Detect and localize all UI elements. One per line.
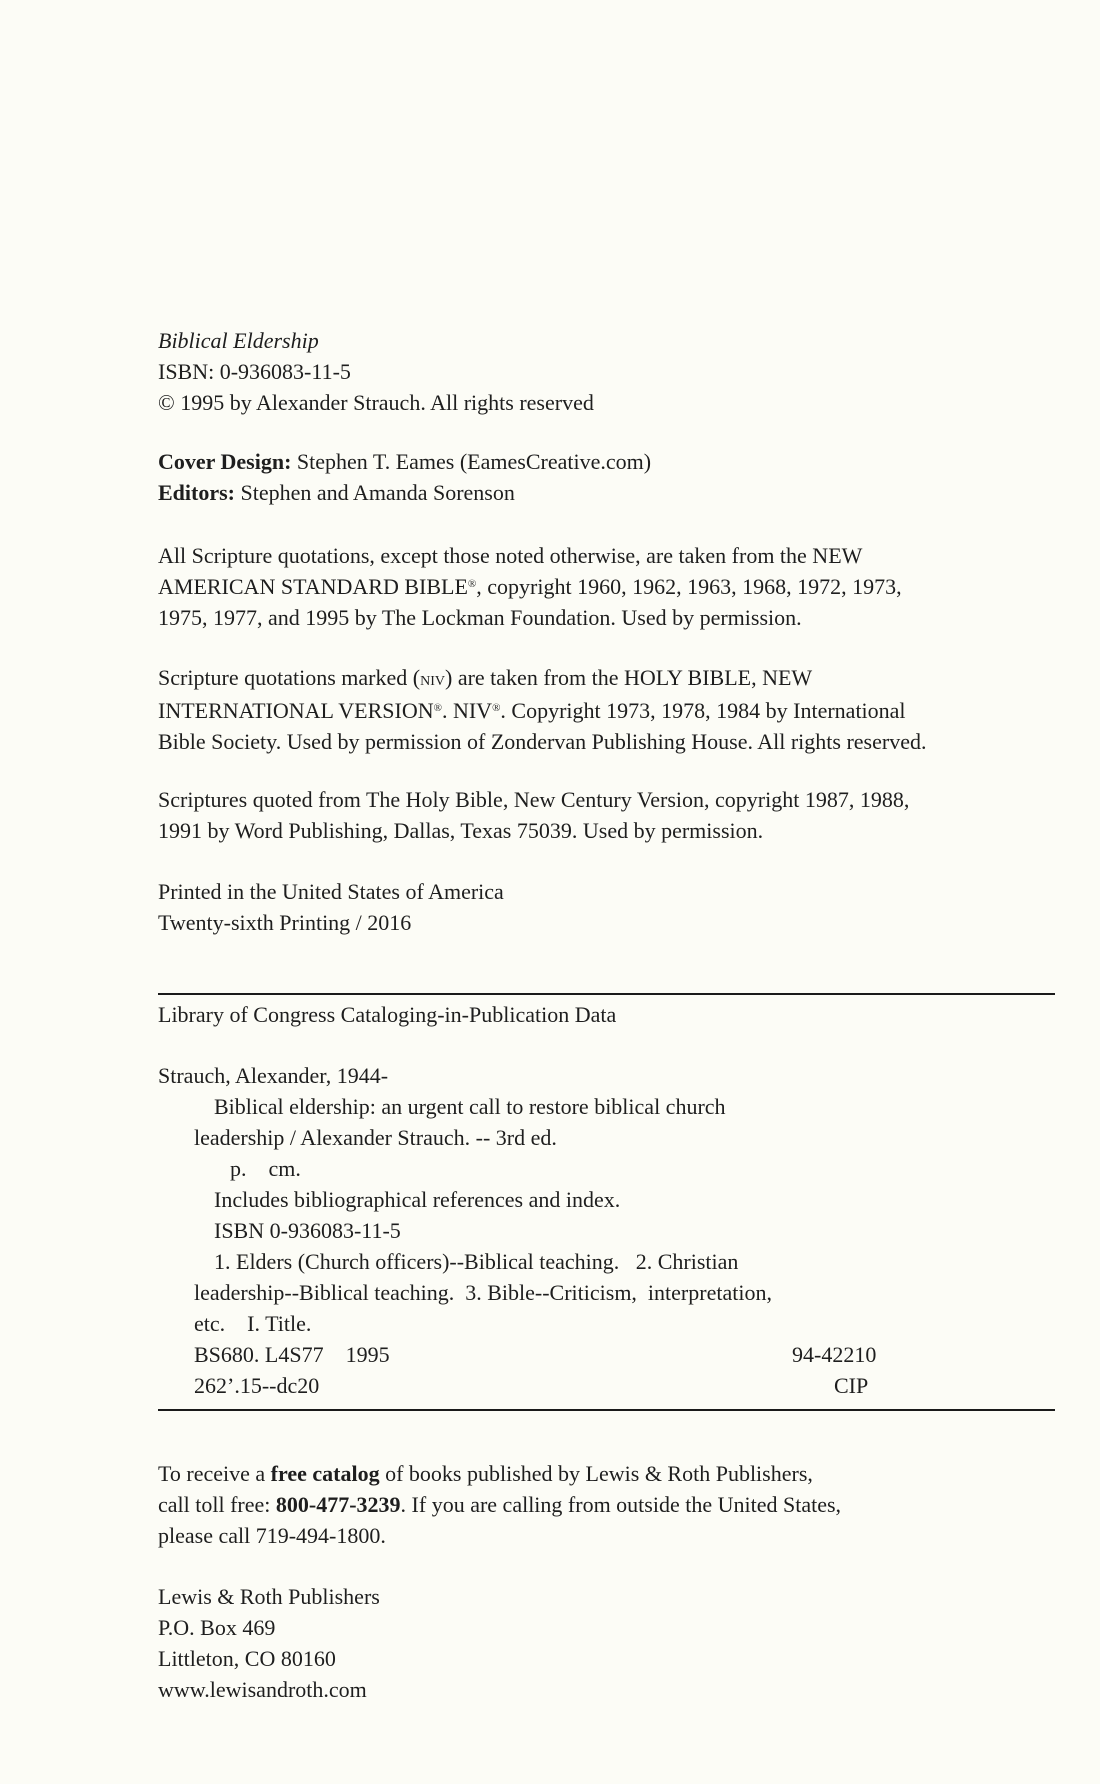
niv-abbrev: niv: [420, 668, 445, 690]
cip-title-line-1: Biblical eldership: an urgent call to restore biblical church: [214, 1094, 726, 1119]
catalog-line-2-a: call toll free:: [158, 1492, 276, 1517]
publisher-city: Littleton, CO 80160: [158, 1646, 336, 1671]
isbn-line: ISBN: 0-936083-11-5: [158, 359, 351, 384]
nasb-line-2-b: , copyright 1960, 1962, 1963, 1968, 1972, 1973,: [476, 574, 902, 599]
publisher-address: [158, 1581, 380, 1705]
niv-notice: [158, 662, 926, 757]
title-block: [158, 325, 594, 418]
cover-design-value: Stephen T. Eames (EamesCreative.com): [291, 449, 652, 474]
registered-mark: ®: [492, 702, 501, 714]
cip-lccn: 94-42210: [792, 1342, 877, 1367]
cip-title-line-2: leadership / Alexander Strauch. -- 3rd ed.: [194, 1125, 557, 1150]
cip-top-rule: [158, 993, 1055, 995]
free-catalog-text: free catalog: [270, 1461, 380, 1486]
catalog-line-1-b: of books published by Lewis & Roth Publishers,: [379, 1461, 813, 1486]
niv-line-2: [158, 695, 926, 726]
niv-line-2-c: . Copyright 1973, 1978, 1984 by International: [500, 698, 906, 723]
printing-info: [158, 876, 504, 938]
cip-includes: Includes bibliographical references and index.: [214, 1187, 621, 1212]
catalog-line-2-b: . If you are calling from outside the United States,: [400, 1492, 842, 1517]
ncv-notice: [158, 784, 909, 846]
niv-line-1-a: Scripture quotations marked (: [158, 665, 421, 690]
nasb-line-2-a: AMERICAN STANDARD BIBLE: [158, 574, 468, 599]
printing-number: Twenty-sixth Printing / 2016: [158, 910, 412, 935]
publisher-name: Lewis & Roth Publishers: [158, 1584, 380, 1609]
niv-line-3: Bible Society. Used by permission of Zondervan Publishing House. All rights reserved.: [158, 729, 927, 754]
ncv-line-2: 1991 by Word Publishing, Dallas, Texas 75039. Used by permission.: [158, 818, 764, 843]
nasb-notice: [158, 540, 902, 633]
cip-dewey-row: [158, 1370, 898, 1401]
editors-line: [158, 477, 651, 508]
catalog-line-2: [158, 1489, 841, 1520]
publisher-website: www.lewisandroth.com: [158, 1677, 367, 1702]
cip-dewey: 262’.15--dc20: [194, 1373, 320, 1398]
cover-design-label: Cover Design:: [158, 449, 292, 474]
book-title: Biblical Eldership: [158, 328, 319, 353]
cip-call-row: [158, 1339, 898, 1370]
catalog-line-1: [158, 1458, 841, 1489]
copyright-line: © 1995 by Alexander Strauch. All rights reserved: [158, 390, 594, 415]
printed-country: Printed in the United States of America: [158, 879, 504, 904]
niv-line-2-b: . NIV: [441, 698, 493, 723]
niv-line-1-b: ) are taken from the HOLY BIBLE, NEW: [445, 665, 813, 690]
cip-heading: Library of Congress Cataloging-in-Publication Data: [158, 1002, 617, 1027]
cip-subjects-line-1: 1. Elders (Church officers)--Biblical teaching. 2. Christian: [214, 1249, 739, 1274]
ncv-line-1: Scriptures quoted from The Holy Bible, New Century Version, copyright 1987, 1988,: [158, 787, 910, 812]
catalog-line-1-a: To receive a: [158, 1461, 271, 1486]
registered-mark: ®: [467, 578, 477, 590]
cip-author: Strauch, Alexander, 1944-: [158, 1063, 389, 1088]
cip-record: [158, 1060, 898, 1401]
catalog-line-3: please call 719-494-1800.: [158, 1523, 386, 1548]
cover-design-line: [158, 446, 651, 477]
cip-pages: p. cm.: [230, 1156, 301, 1181]
publisher-po-box: P.O. Box 469: [158, 1615, 276, 1640]
cip-label: CIP: [834, 1373, 869, 1398]
registered-mark: ®: [433, 702, 442, 714]
toll-free-phone: 800-477-3239: [275, 1492, 401, 1517]
catalog-offer: [158, 1458, 841, 1551]
nasb-line-1: All Scripture quotations, except those noted otherwise, are taken from the NEW: [158, 543, 863, 568]
cip-subjects-line-3: etc. I. Title.: [194, 1311, 312, 1336]
nasb-line-2: [158, 571, 902, 602]
editors-label: Editors:: [158, 480, 235, 505]
credits-block: [158, 446, 651, 508]
editors-value: Stephen and Amanda Sorenson: [235, 480, 515, 505]
cip-subjects-line-2: leadership--Biblical teaching. 3. Bible--Criticism, interpretation,: [194, 1280, 772, 1305]
cip-isbn: ISBN 0-936083-11-5: [214, 1218, 401, 1243]
nasb-line-3: 1975, 1977, and 1995 by The Lockman Foundation. Used by permission.: [158, 605, 802, 630]
cip-bottom-rule: [158, 1409, 1055, 1411]
niv-line-2-a: INTERNATIONAL VERSION: [158, 698, 434, 723]
cip-call-number: BS680. L4S77 1995: [194, 1342, 390, 1367]
niv-line-1: [158, 662, 926, 695]
